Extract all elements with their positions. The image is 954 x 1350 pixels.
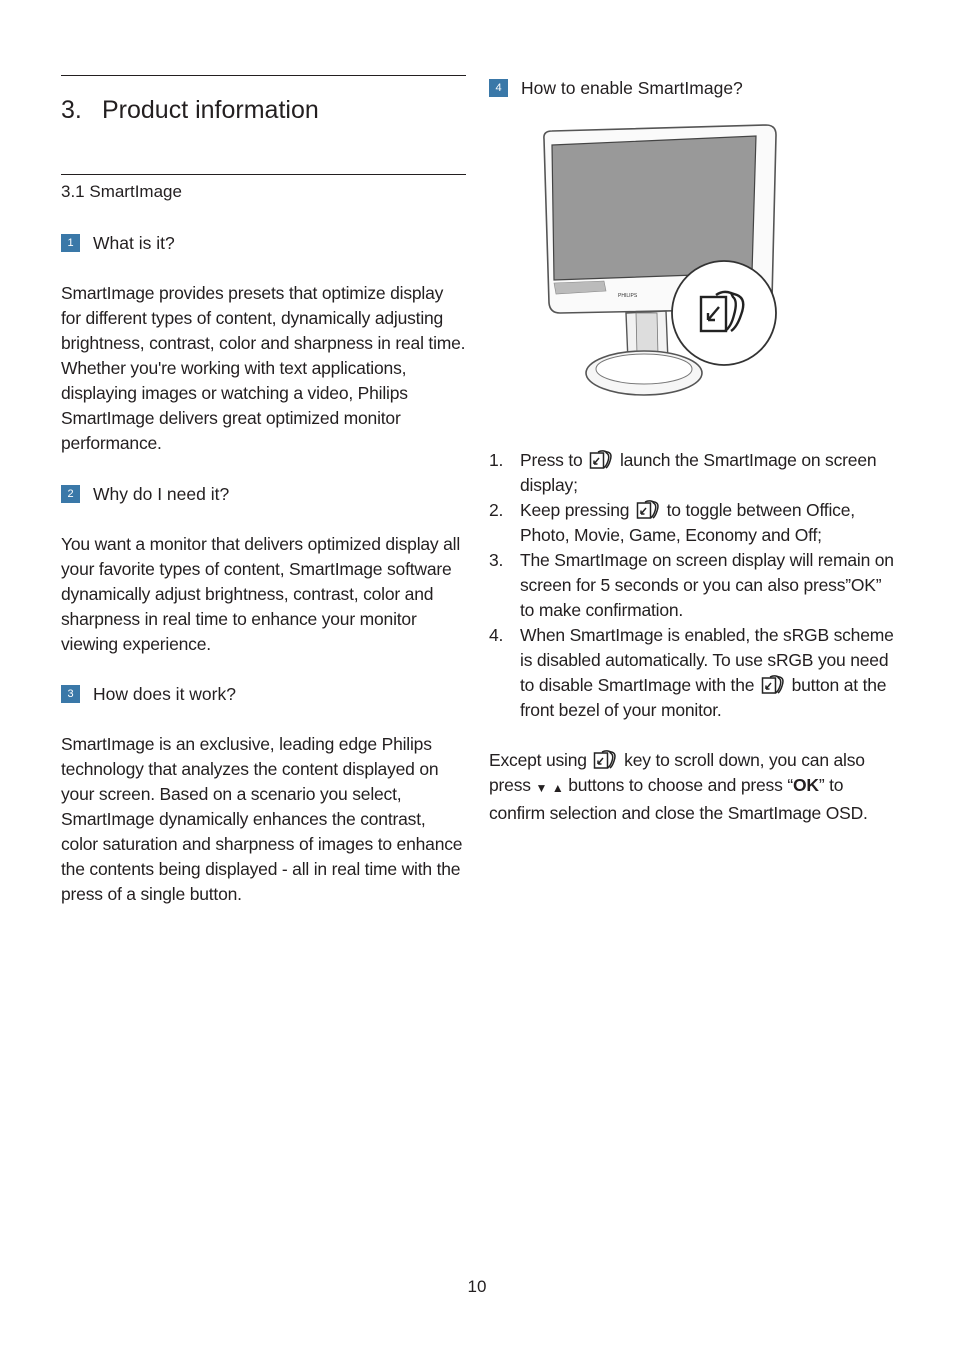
subhead-how-does-it-work xyxy=(61,682,466,706)
down-arrow-icon: ▼ xyxy=(535,781,548,795)
subhead-title: What is it? xyxy=(93,233,175,253)
monitor-brand: PHILIPS xyxy=(618,293,638,299)
step-text: to toggle between Office, Photo, Movie, Game, Economy and Off; xyxy=(520,500,855,545)
section-title: 3.1 SmartImage xyxy=(61,182,182,201)
note-text: ” to confirm selection and close the SmartImage OSD. xyxy=(489,775,868,823)
right-column xyxy=(489,75,894,823)
top-rule xyxy=(61,75,466,76)
step-text: When SmartImage is enabled, the sRGB scheme is disabled automatically. To use sRGB you need to disable SmartImage with the xyxy=(520,625,894,695)
badge-4: 4 xyxy=(489,79,508,97)
step-number: 3. xyxy=(489,550,504,570)
step-text: Press to xyxy=(520,450,583,470)
badge-3: 3 xyxy=(61,685,80,703)
subhead-how-to-enable xyxy=(489,76,894,100)
paragraph-what-is-it: SmartImage provides presets that optimize display for different types of content, dynamically adjusting brightness, contrast, color and sharpness in real time. Whether you're working with text applications, displaying images or watching a video, Philips SmartImage delivers great optimized monitor performance. xyxy=(61,283,466,453)
step-item xyxy=(489,448,894,498)
step-text: button at the front bezel of your monitor. xyxy=(520,675,887,720)
smartimage-icon xyxy=(593,750,617,770)
page-number: 10 xyxy=(467,1277,487,1296)
smartimage-icon xyxy=(636,500,660,520)
ok-label: OK xyxy=(792,775,819,795)
step-item xyxy=(489,548,894,623)
badge-1: 1 xyxy=(61,234,80,252)
subhead-why-need-it xyxy=(61,482,466,506)
step-item xyxy=(489,623,894,723)
monitor-illustration xyxy=(540,123,780,403)
subhead-what-is-it xyxy=(61,231,466,255)
step-item xyxy=(489,498,894,548)
step-number: 2. xyxy=(489,500,504,520)
chapter-title xyxy=(61,93,466,127)
note-text: key to scroll down, you can also press xyxy=(489,750,865,795)
subhead-title: Why do I need it? xyxy=(93,484,230,504)
chapter-number: 3. xyxy=(61,96,82,124)
note-text: buttons to choose and press “ xyxy=(568,775,793,795)
badge-2: 2 xyxy=(61,485,80,503)
chapter-title-text: Product information xyxy=(102,96,319,124)
step-text: Keep pressing xyxy=(520,500,630,520)
up-arrow-icon: ▲ xyxy=(551,781,564,795)
paragraph-how-does-it-work: SmartImage is an exclusive, leading edge Philips technology that analyzes the content displayed on your screen. Based on a scenario you select, SmartImage dynamically enhances the contrast, color saturation and sharpness of images to enhance the contents being displayed - all in real time with the press of a single button. xyxy=(61,734,463,904)
smartimage-icon xyxy=(761,675,785,695)
monitor-icon xyxy=(540,123,780,403)
subhead-title: How does it work? xyxy=(93,684,236,704)
enable-steps-list xyxy=(489,448,894,723)
section-rule xyxy=(61,174,466,175)
step-text: launch the SmartImage on screen display; xyxy=(520,450,877,495)
note-paragraph xyxy=(489,748,894,826)
smartimage-icon xyxy=(589,450,613,470)
left-column xyxy=(61,75,466,907)
subhead-title: How to enable SmartImage? xyxy=(521,78,743,98)
step-number: 4. xyxy=(489,625,504,645)
step-number: 1. xyxy=(489,450,504,470)
note-text: Except using xyxy=(489,750,587,770)
paragraph-why-need-it: You want a monitor that delivers optimized display all your favorite types of content, SmartImage software dynamically adjust brightness, contrast, color and sharpness in real time to enhance your monitor viewing experience. xyxy=(61,534,461,654)
step-text: The SmartImage on screen display will remain on screen for 5 seconds or you can also press”OK” to make confirmation. xyxy=(520,550,894,620)
